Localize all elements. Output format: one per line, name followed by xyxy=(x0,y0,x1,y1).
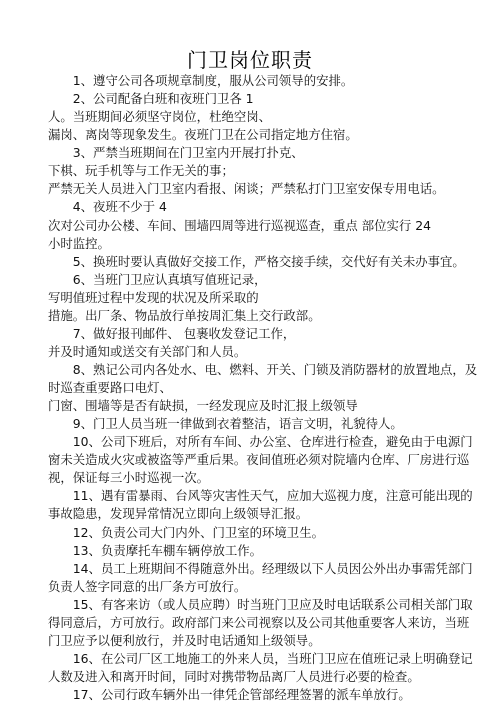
body-line: 13、负责摩托车棚车辆停放工作。 xyxy=(48,542,263,558)
body-line: 7、做好报刊邮件、 包裹收发登记工作， xyxy=(48,325,296,341)
page-title: 门卫岗位职责 xyxy=(187,48,313,72)
body-line: 视，保证每三小时巡视一次。 xyxy=(48,470,210,486)
body-line: 人。当班期间必须坚守岗位，杜绝空岗、 xyxy=(48,109,272,125)
body-line: 4、夜班不少于 4 xyxy=(48,199,167,215)
body-line: 次对公司办公楼、车间、围墙四周等进行巡视巡查，重点 部位实行 24 xyxy=(48,217,431,233)
body-line: 12、负责公司大门内外、门卫室的环境卫生。 xyxy=(48,524,324,540)
body-line: 下棋、玩手机等与工作无关的事； xyxy=(48,163,234,179)
body-line: 1、遵守公司各项规章制度，服从公司领导的安排。 xyxy=(48,73,354,88)
body-line: 窗未关造成火灾或被盗等严重后果。夜间值班必须对院墙内仓库、厂房进行巡 xyxy=(48,452,470,468)
body-line: 并及时通知或送交有关部门和人员。 xyxy=(48,343,247,359)
body-line: 2、公司配备白班和夜班门卫各 1 xyxy=(48,91,254,107)
body-line: 5、换班时要认真做好交接工作，严格交接手续，交代好有关未办事宜。 xyxy=(48,253,465,269)
body-line: 严禁无关人员进入门卫室内看报、闲谈；严禁私打门卫室安保专用电话。 xyxy=(48,181,445,197)
body-line: 事故隐患，发现异常情况立即向上级领导汇报。 xyxy=(48,506,309,522)
body-line: 漏岗、离岗等现象发生。夜班门卫在公司指定地方住宿。 xyxy=(48,127,358,143)
body-line: 小时监控。 xyxy=(48,235,110,251)
body-line: 14、员工上班期间不得随意外出。经理级以下人员因公外出办事需凭部门 xyxy=(48,560,473,576)
body-line: 8、熟记公司内各处水、电、燃料、开关、门锁及消防器材的放置地点，及 xyxy=(48,361,478,377)
body-line: 措施。出厂条、物品放行单按周汇集上交行政部。 xyxy=(48,307,321,323)
body-line: 得同意后，方可放行。政府部门来公司视察以及公司其他重要客人来访，当班 xyxy=(48,614,470,630)
body-line: 负责人签字同意的出厂条方可放行。 xyxy=(48,578,247,594)
body-line: 3、严禁当班期间在门卫室内开展打扑克、 xyxy=(48,145,304,161)
body-line: 16、在公司厂区工地施工的外来人员，当班门卫应在值班记录上明确登记 xyxy=(48,650,473,666)
body-line: 11、遇有雷暴雨、台风等灾害性天气，应加大巡视力度，注意可能出现的 xyxy=(48,488,473,504)
body-line: 15、有客来访（或人员应聘）时当班门卫应及时电话联系公司相关部门取 xyxy=(48,596,473,612)
body-line: 6、当班门卫应认真填写值班记录， xyxy=(48,271,267,287)
body-line: 门卫应予以便利放行，并及时电话通知上级领导。 xyxy=(48,632,321,648)
body-line: 门窗、围墙等是否有缺损，一经发现应及时汇报上级领导 xyxy=(48,398,358,414)
body-line: 10、公司下班后，对所有车间、办公室、仓库进行检查，避免由于电源门 xyxy=(48,434,473,450)
body-line: 写明值班过程中发现的状况及所采取的 xyxy=(48,289,259,305)
body-line: 9、门卫人员当班一律做到衣着整洁，语言文明，礼貌待人。 xyxy=(48,416,403,432)
body-line: 人数及进入和离开时间，同时对携带物品离厂人员进行必要的检查。 xyxy=(48,668,420,684)
body-line: 17、公司行政车辆外出一律凭企管部经理签署的派车单放行。 xyxy=(48,687,411,702)
body-line: 时巡查重要路口电灯、 xyxy=(48,380,172,395)
